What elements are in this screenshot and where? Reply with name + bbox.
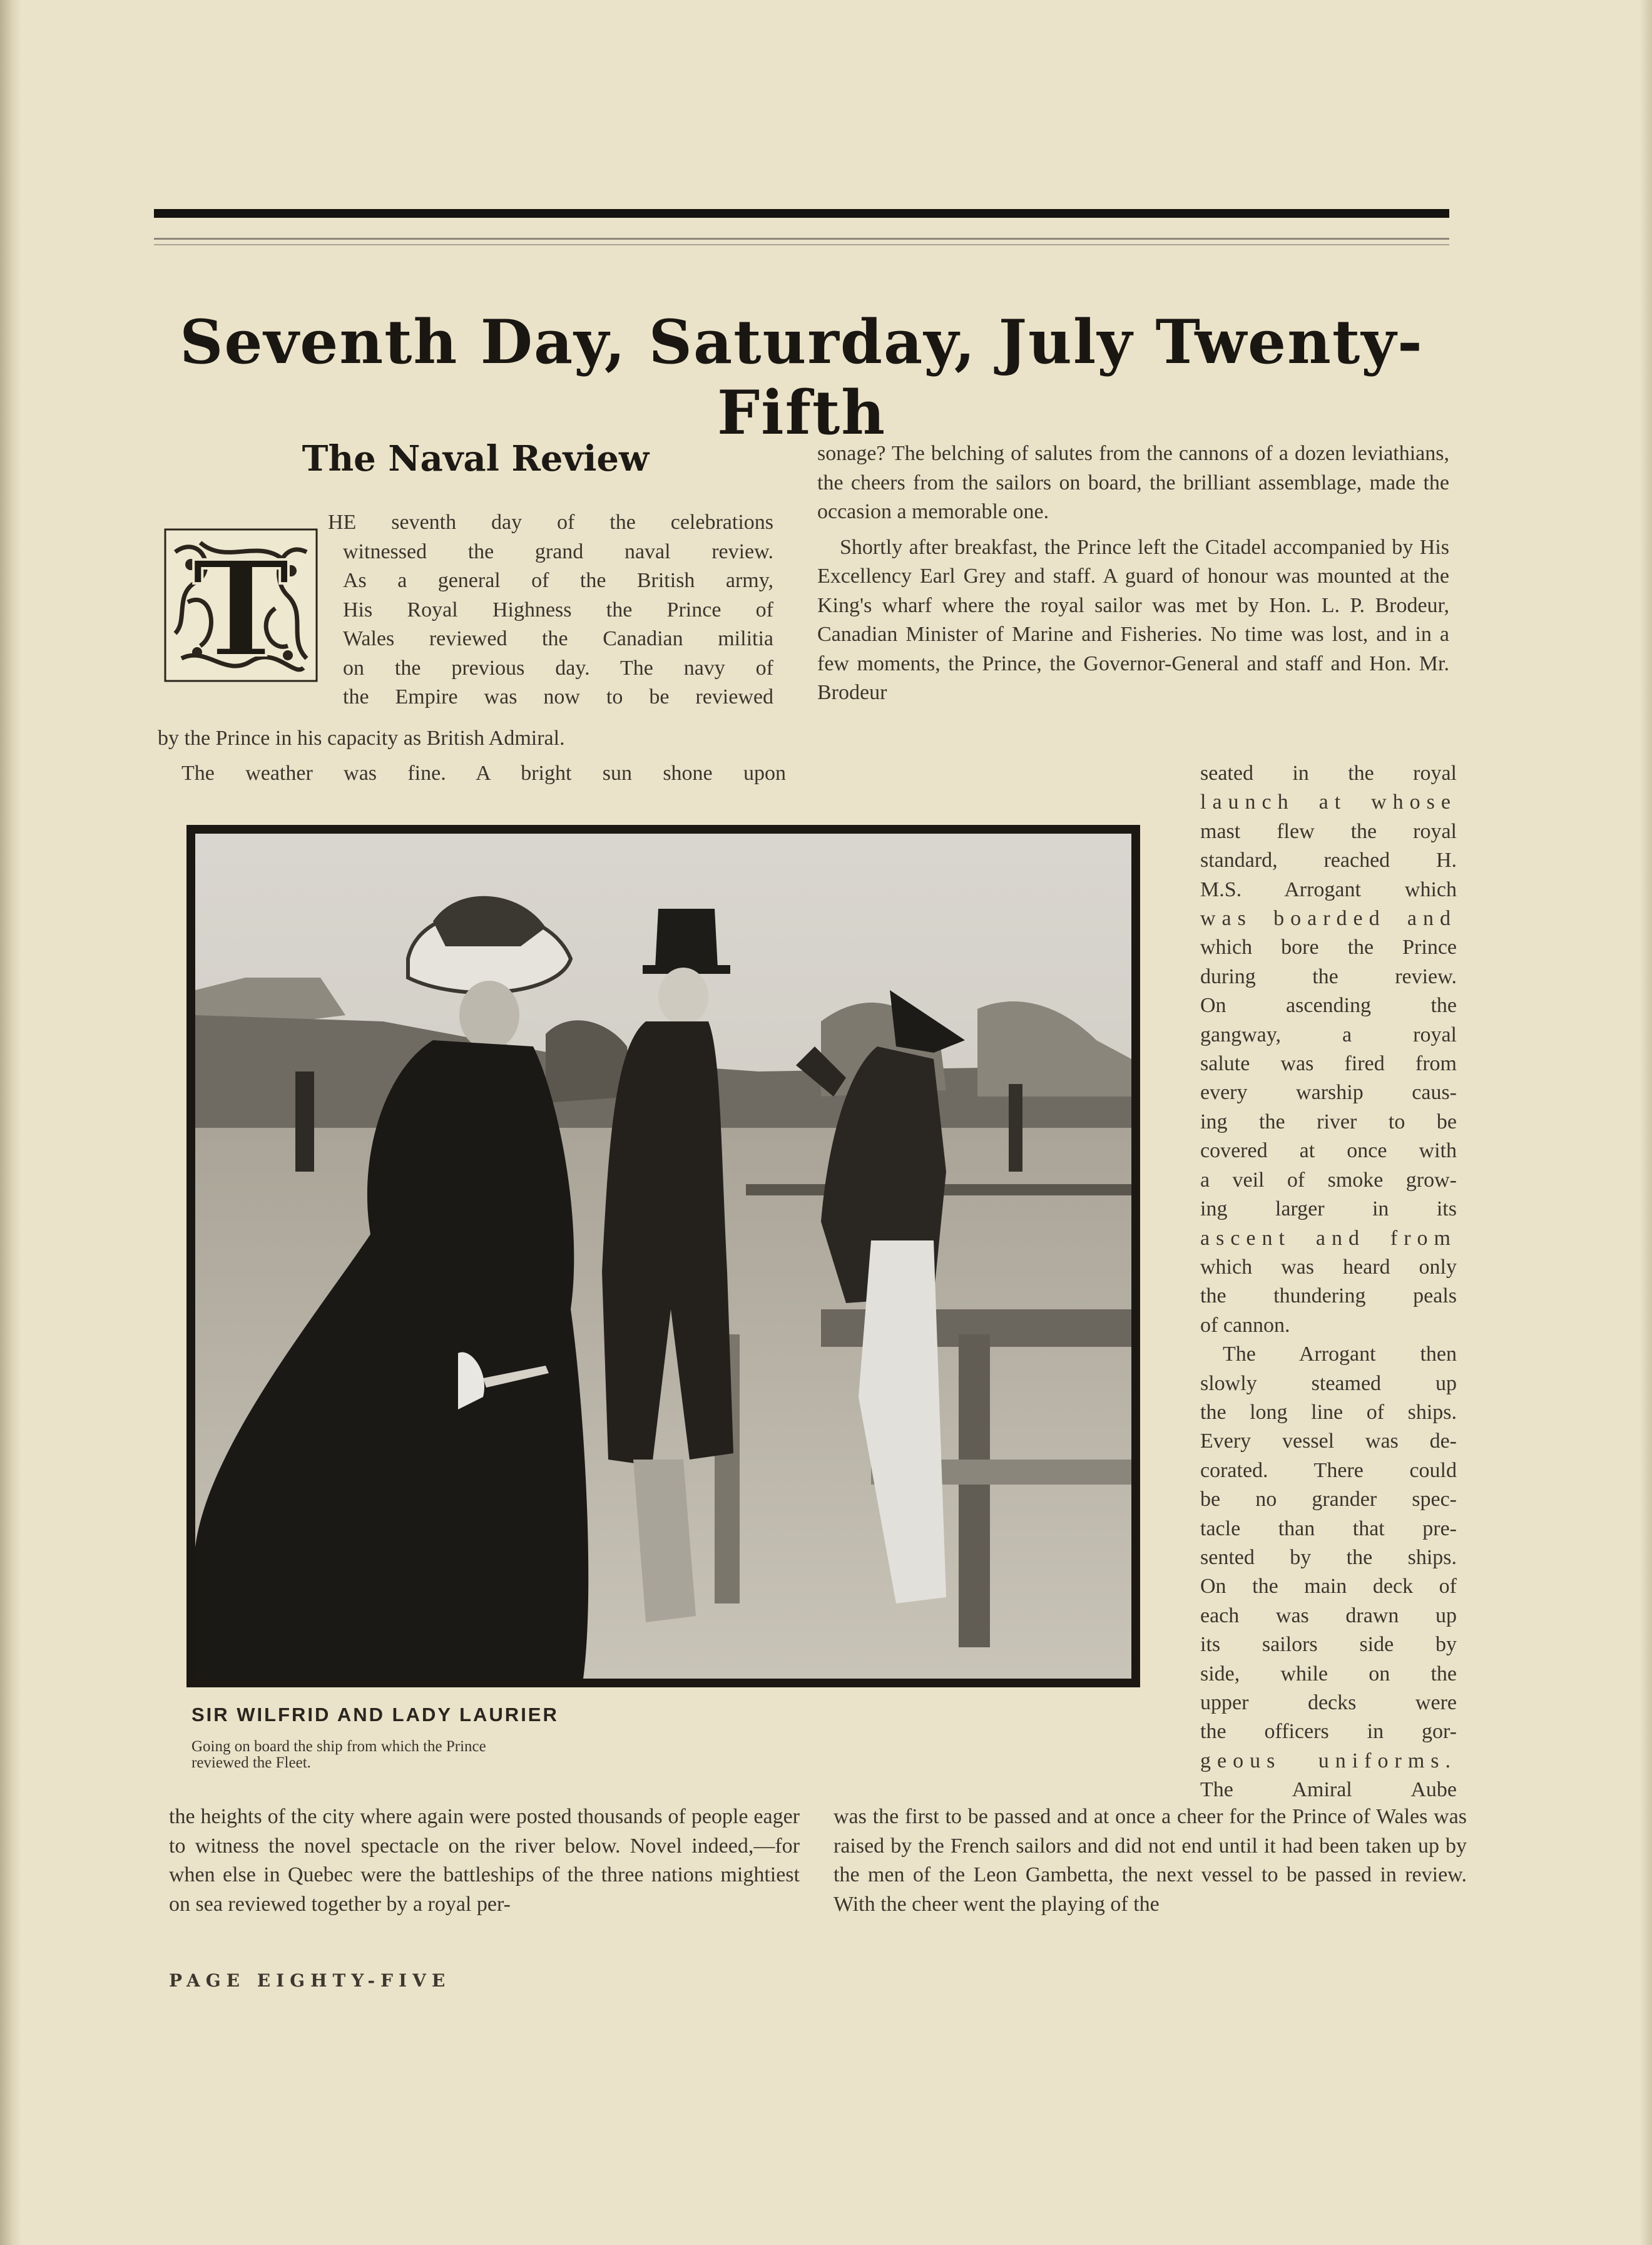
intro-line: As a general of the British army, — [343, 569, 773, 592]
photo-caption-subtitle-line: reviewed the Fleet. — [191, 1754, 311, 1771]
intro-line: Wales reviewed the Canadian militia — [343, 627, 773, 650]
narrow-line: The Amiral Aube — [1200, 1778, 1457, 1802]
narrow-line: be no grander spec- — [1200, 1488, 1457, 1511]
page-footer: PAGE EIGHTY-FIVE — [169, 1970, 451, 1991]
header-rule-thin — [154, 238, 1449, 240]
header-rule-thin-second — [154, 244, 1449, 245]
weather-line: The weather was fine. A bright sun shone upon — [181, 762, 786, 785]
section-heading: The Naval Review — [302, 438, 650, 479]
photo-caption-subtitle-line: Going on board the ship from which the Prince — [191, 1738, 486, 1755]
narrow-line: mast flew the royal — [1200, 819, 1457, 843]
narrow-line: which bore the Prince — [1200, 936, 1457, 959]
col1-bottom-text: the heights of the city where again were posted thousands of people eager to witness the novel spectacle on the river below. Novel indeed,—for when else in Quebec were the battleships of the three nations mightiest on sea reviewed together by a royal per- — [169, 1805, 800, 1916]
narrow-line: the long line of ships. — [1200, 1400, 1457, 1424]
intro-line: on the previous day. The navy of — [343, 656, 773, 680]
narrow-line: standard, reached H. — [1200, 849, 1457, 872]
dropcap-ornament-image — [163, 527, 319, 683]
narrow-line: geous uniforms. — [1200, 1749, 1457, 1772]
narrow-line: which was heard only — [1200, 1255, 1457, 1279]
narrow-line: side, while on the — [1200, 1662, 1457, 1685]
narrow-line: of cannon. — [1200, 1313, 1290, 1337]
intro-line: His Royal Highness the Prince of — [343, 598, 773, 621]
intro-full-line: by the Prince in his capacity as British Admiral. — [158, 727, 565, 750]
col2-bottom-text: was the first to be passed and at once a cheer for the Prince of Wales was raised by the French sailors and did not end until it had been taken up by the men of the Leon Gambetta, the next vessel to be passed in review. With the cheer went the playing of the — [834, 1805, 1467, 1916]
intro-line: the Empire was now to be reviewed — [343, 685, 773, 708]
narrow-line: salute was fired from — [1200, 1052, 1457, 1076]
narrow-line: launch at whose — [1200, 790, 1457, 814]
narrow-line: slowly steamed up — [1200, 1371, 1457, 1395]
narrow-line: seated in the royal — [1200, 762, 1457, 785]
header-rule-thick — [154, 209, 1449, 218]
narrow-line: M.S. Arrogant which — [1200, 877, 1457, 901]
photo-caption-subtitle — [191, 1739, 630, 1771]
narrow-line: ing the river to be — [1200, 1110, 1457, 1133]
narrow-line: corated. There could — [1200, 1458, 1457, 1482]
narrow-line: its sailors side by — [1200, 1633, 1457, 1657]
photo-caption-title: SIR WILFRID AND LADY LAURIER — [191, 1704, 559, 1726]
col2-paragraph: sonage? The belching of salutes from the cannons of a dozen leviathians, the cheers from the sailors on board, the brilliant assemblage, made the occasion a memorable one. — [817, 442, 1449, 523]
dropcap-ornament — [163, 527, 319, 683]
narrow-line: tacle than that pre- — [1200, 1516, 1457, 1540]
narrow-line: the officers in gor- — [1200, 1720, 1457, 1744]
page-title: Seventh Day, Saturday, July Twenty-Fifth — [180, 307, 1424, 448]
narrow-line: during the review. — [1200, 964, 1457, 988]
col2-top-text — [817, 439, 1449, 708]
photograph-image — [195, 834, 1131, 1679]
intro-column-text — [328, 508, 773, 712]
narrow-line: Every vessel was de- — [1200, 1429, 1457, 1453]
narrow-line: covered at once with — [1200, 1139, 1457, 1163]
page-binding-edge — [0, 0, 21, 2245]
narrow-line: The Arrogant then — [1223, 1342, 1457, 1366]
photograph — [195, 834, 1131, 1679]
narrow-line: On the main deck of — [1200, 1575, 1457, 1598]
col2-paragraph: Shortly after breakfast, the Prince left the Citadel accompanied by His Excellency Earl Grey and staff. A guard of honour was mounted at the King's wharf where the royal sailor was met by Hon. L. P. Brodeur, Canadian Minister of Marine and Fisheries. No time was lost, and in a few moments, the Prince, the Governor-General and staff and Hon. Mr. Brodeur — [817, 535, 1449, 704]
page-right-edge — [1639, 0, 1652, 2245]
intro-line: witnessed the grand naval review. — [343, 540, 773, 563]
narrow-line: the thundering peals — [1200, 1284, 1457, 1308]
dropcap-letter: T — [191, 532, 290, 683]
narrow-line: upper decks were — [1200, 1691, 1457, 1714]
narrow-line: gangway, a royal — [1200, 1023, 1457, 1046]
narrow-line: each was drawn up — [1200, 1603, 1457, 1627]
col2-narrow-text — [1200, 759, 1457, 1805]
narrow-line: ascent and from — [1200, 1226, 1457, 1250]
narrow-line: a veil of smoke grow- — [1200, 1168, 1457, 1192]
intro-line: HE seventh day of the celebrations — [328, 511, 773, 534]
narrow-line: On ascending the — [1200, 994, 1457, 1018]
narrow-line: was boarded and — [1200, 907, 1457, 931]
narrow-line: ing larger in its — [1200, 1197, 1457, 1221]
narrow-line: every warship caus- — [1200, 1081, 1457, 1105]
narrow-line: sented by the ships. — [1200, 1545, 1457, 1569]
